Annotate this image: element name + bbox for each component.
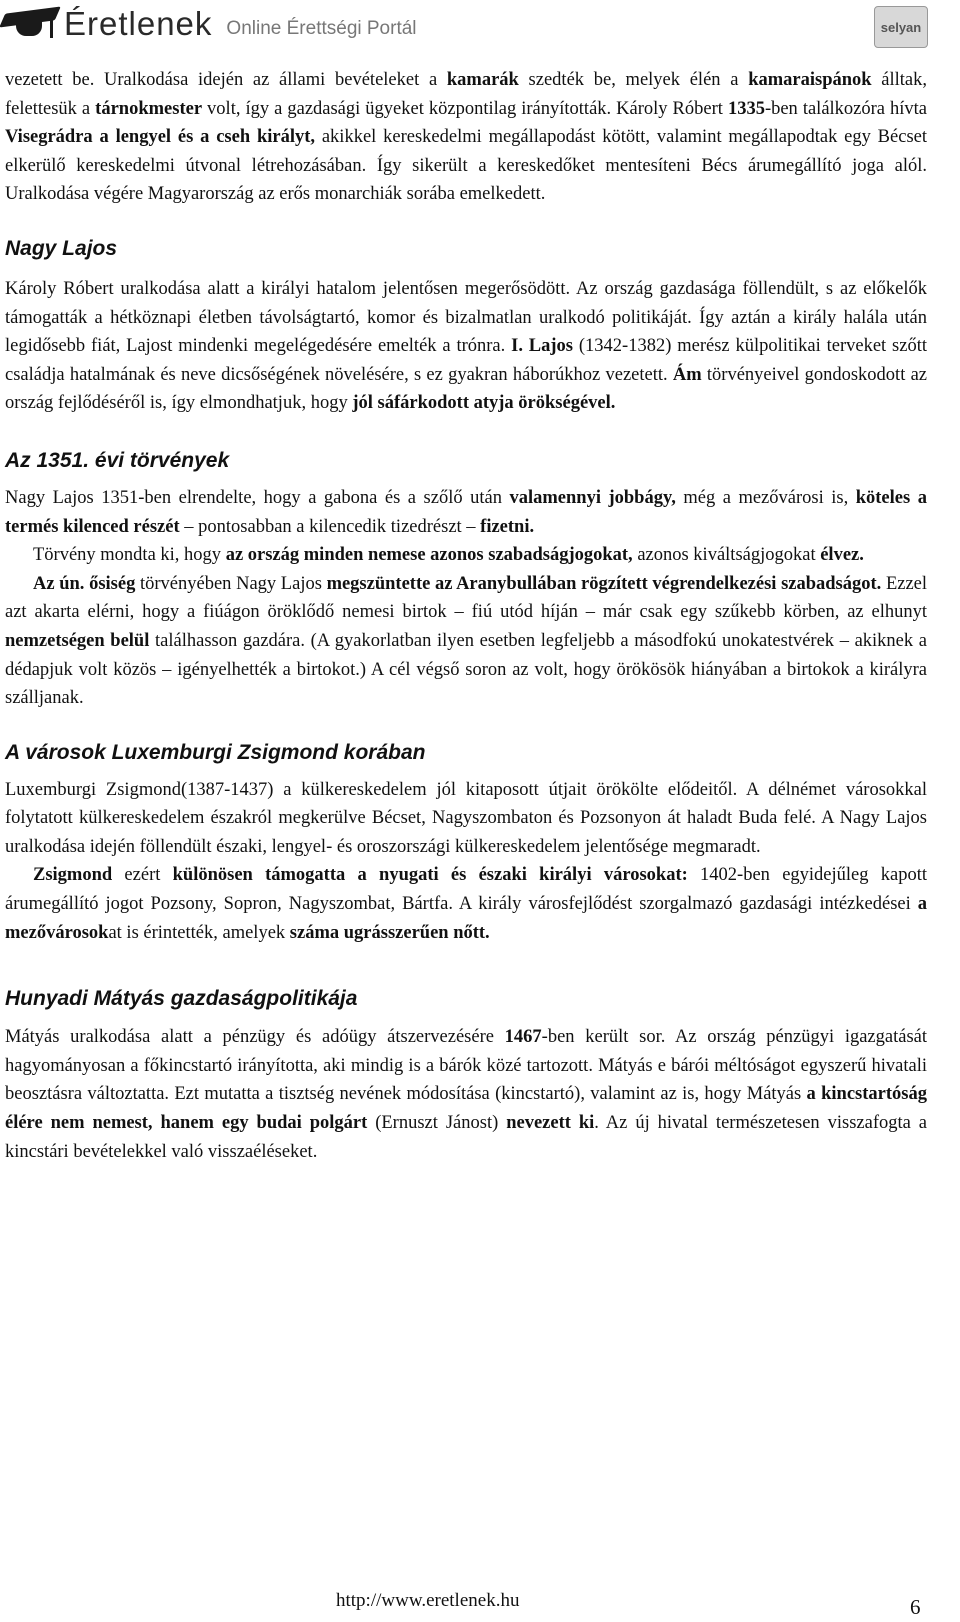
text-run: Mátyás uralkodása alatt a pénzügy és adóügy átszervezésére [5,1027,505,1048]
bold-text-run: 1335 [727,98,765,119]
text-run: még a mezővárosi is, [675,487,856,508]
bold-text-run: nemzetségen belül [5,630,150,651]
text-run: törvényeivel gondoskodott az ország fejlődéséről is, így elmondhatjuk, hogy [5,364,927,414]
bold-text-run: Az [33,573,55,594]
bold-text-run: Ám [672,364,702,385]
bold-text-run: 1467 [504,1027,542,1048]
text-run: (Ernuszt Jánost) [367,1113,507,1134]
bold-text-run: Zsigmond [33,865,113,886]
bold-text-run: valamennyi jobbágy, [509,487,676,508]
intro-paragraph [5,66,927,209]
bold-text-run: köteles a termés kilenced részét [5,487,927,537]
graduation-cap-icon [2,4,60,44]
text-run: ezért [112,865,173,886]
text-run: 1402-ben egyidejűleg kapott árumegállító jogot Pozsony, Sopron, Nagyszombat, Bártfa. A király városfejlődést szorgalmazó gazdasági intézkedései [5,865,928,915]
bold-text-run: nevezett ki [506,1113,595,1134]
text-run: törvényében Nagy Lajos [135,573,327,594]
bold-text-run: kamarák [446,70,519,90]
nagy-lajos-paragraph [5,275,927,418]
text-run: . Az új hivatal természetesen visszafogta a kincstári bevételekkel való visszaéléseket. [5,1113,927,1162]
bold-text-run: a mezővárosok [5,894,927,943]
text-run: at is érintették, amelyek [108,922,290,943]
towns-paragraph-1 [5,776,927,862]
sponsor-logo: selyan [874,6,928,48]
text-run: vezetett be. Uralkodása idején az állami bevételeket a [5,70,447,90]
footer-url-link[interactable]: http://www.eretlenek.hu [336,1590,520,1611]
text-run: szedték be, melyek élén a [518,70,749,90]
page-header [0,0,960,50]
bold-text-run: különösen támogatta a nyugati és északi királyi városokat: [172,865,688,886]
bold-text-run: élvez. [820,545,864,566]
bold-text-run: megszüntette az Aranybullában rögzített végrendelkezési szabadságot. [326,573,882,594]
bold-text-run: száma ugrásszerűen nőtt. [289,922,490,943]
text-run: azonos kiváltságjogokat [632,545,821,566]
bold-text-run: I. Lajos [511,336,574,357]
section-heading-towns: A városok Luxemburgi Zsigmond korában [5,740,426,764]
text-run: Ezzel azt akarta elérni, hogy a fiúágon öröklődő nemesi birtok – fiú utód híján – már csak egy szűkebb körben, az elhunyt [5,573,928,623]
text-run: Törvény mondta ki, hogy [33,545,226,566]
section-heading-hunyadi: Hunyadi Mátyás gazdaságpolitikája [5,987,358,1011]
section-heading-nagy-lajos: Nagy Lajos [5,236,118,260]
hunyadi-paragraph [5,1023,927,1166]
bold-text-run: jól sáfárkodott atyja örökségével. [352,393,616,414]
bold-text-run: az ország minden nemese azonos szabadságjogokat, [225,545,633,566]
text-run: Nagy Lajos 1351-ben elrendelte, hogy a gabona és a szőlő után [5,487,510,508]
page-number: 6 [910,1595,921,1619]
document-body [5,66,927,1166]
laws-paragraph-1 [5,484,927,541]
site-logo[interactable] [2,2,417,46]
brand-tagline: Online Érettségi Portál [226,18,417,39]
text-run: álltak, felettesük a [5,70,927,119]
text-run: találhasson gazdára. (A gyakorlatban ilyen esetben legfeljebb a másodfokú unokatestvérek – akiknek a dédapjuk volt közös – igényelhették a birtokot.) A cél végső soron az volt, hogy örökösök hiányában a birtokok a királyra szálljanak. [5,630,927,709]
bold-text-run: kamaraispánok [748,70,872,90]
text-run: Luxemburgi Zsigmond(1387-1437) a külkereskedelem jól kitaposott útjait örökölte elődeitől. A délnémet városokkal folytatott külkereskedelem északról megkerülve Bécset, Nagyszombaton és Pozsonyon át haladt Buda felé. A Nagy Lajos uralkodása idején föllendült északi, lengyel- és oroszországi külkereskedelem jelentősége megmaradt. [5,779,927,857]
laws-paragraph-3 [5,570,927,713]
bold-text-run: ún. [59,573,85,594]
bold-text-run: fizetni. [480,516,535,537]
text-run: – pontosabban a kilencedik tizedrészt – [179,516,481,537]
bold-text-run: Visegrádra a lengyel és a cseh királyt, [5,127,316,148]
laws-paragraph-2 [5,541,927,570]
text-run: (1342-1382) merész külpolitikai terveket szőtt családja hatalmának és neve dicsőségének növelésére, s ez gyakran háborúkhoz vezetett. [5,336,927,385]
text-run: volt, így a gazdasági ügyeket központilag irányították. Károly Róbert [202,98,728,119]
bold-text-run: a kincstartóság élére nem nemest, hanem egy budai polgárt [5,1084,927,1134]
text-run: Károly Róbert uralkodása alatt a királyi hatalom jelentősen megerősödött. Az ország gazdasága föllendült, s az előkelők támogatták a hétköznapi életben távolságtartó, komor és bizalmatlan uralkodó politikáját. Így aztán a király halála után legidősebb fiát, Lajost mindenki megelégedésére emelték a trónra. [5,278,927,357]
text-run: -ben került sor. Az ország pénzügyi igazgatását hagyományosan a főkincstartó irányította, aki mindig is a bárók közé tartozott. Mátyás e bárói méltóságot egyszerű hivatali beosztásra változtatta. Ezt mutatta a tisztség nevének módosítása (kincstartó), valamint az is, hogy Mátyás [5,1027,927,1105]
brand-name: Éretlenek [64,5,213,42]
text-run: akikkel kereskedelmi megállapodást kötött, valamint megállapodtak egy Bécset elkerülő kereskedelmi útvonal létrehozásában. Így sikerült a kereskedőket mentesíteni Bécs árumegállító joga alól. Uralkodása végére Magyarország az erős monarchiák sorába emelkedett. [5,127,927,205]
bold-text-run: tárnokmester [95,98,203,119]
text-run: -ben találkozóra hívta [764,98,928,119]
bold-text-run: ősiség [89,573,136,594]
section-heading-1351-laws: Az 1351. évi törvények [5,448,230,472]
towns-paragraph-2 [5,861,927,947]
